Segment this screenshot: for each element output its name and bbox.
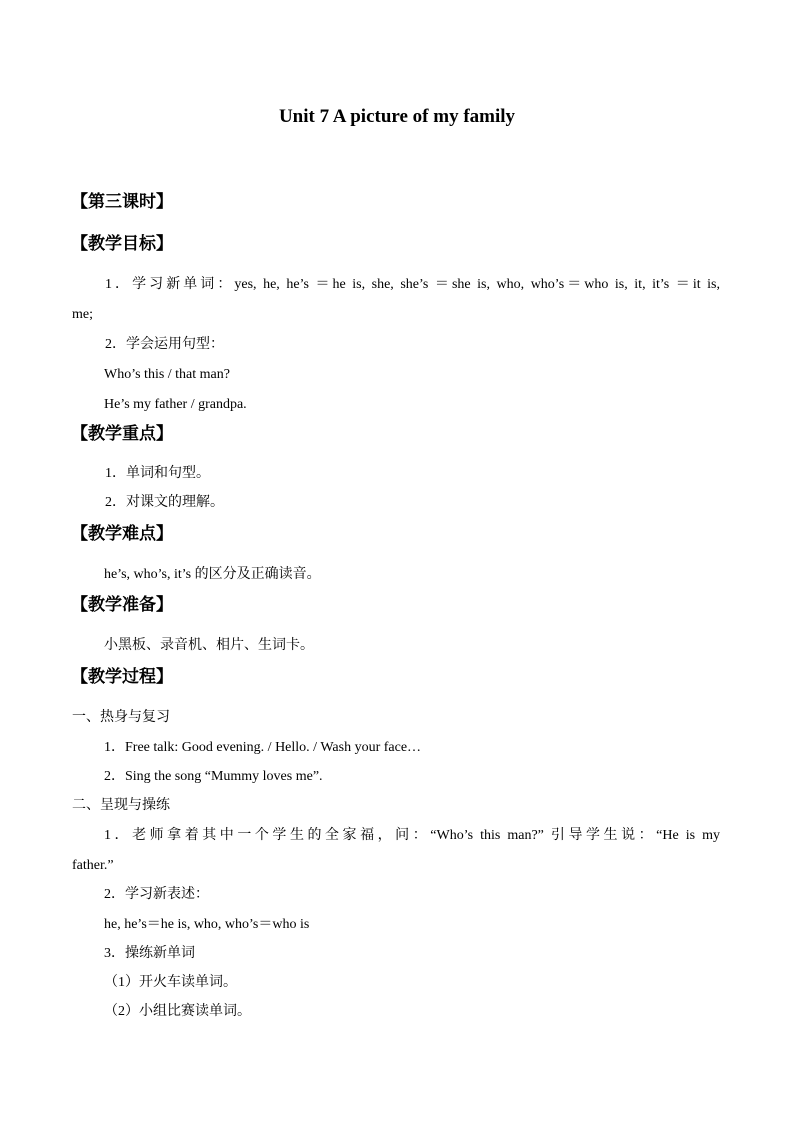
sentence-pattern-1: Who’s this / that man? [104,367,230,382]
process-part-2-item-3-sub-1: （1）开火车读单词。 [104,975,237,990]
process-part-1-item-2: 2．Sing the song “Mummy loves me”. [104,769,323,784]
section-header-lesson: 【第三课时】 [71,192,173,212]
process-part-1: 一、热身与复习 [72,710,170,725]
objective-item-1-continued: me; [72,307,93,322]
preparation-text: 小黑板、录音机、相片、生词卡。 [104,638,314,653]
process-part-2-item-1: 1．老师拿着其中一个学生的全家福，问：“Who’s this man?” 引导学生说：“He is my [104,828,720,843]
process-part-2-item-3-sub-2: （2）小组比赛读单词。 [104,1004,251,1019]
objective-item-1: 1．学习新单词：yes, he, he’s ＝he is, she, she’s ＝she is, who, who’s＝who is, it, it’s ＝it is, [105,277,720,292]
process-part-2-item-2: 2．学习新表述： [104,887,209,902]
key-point-1: 1．单词和句型。 [105,466,210,481]
process-part-2-item-3: 3．操练新单词 [104,946,195,961]
process-part-1-item-1: 1．Free talk: Good evening. / Hello. / Wash your face… [104,740,422,755]
section-header-preparation: 【教学准备】 [71,595,173,615]
process-part-2: 二、呈现与操练 [72,798,170,813]
process-part-2-item-1-continued: father.” [72,858,114,873]
process-part-2-item-2-detail: he, he’s＝he is, who, who’s＝who is [104,917,310,932]
key-point-2: 2．对课文的理解。 [105,495,224,510]
section-header-objectives: 【教学目标】 [71,234,173,254]
section-header-key-points: 【教学重点】 [71,424,173,444]
document-title: Unit 7 A picture of my family [278,106,516,127]
section-header-process: 【教学过程】 [71,667,173,687]
difficulty-text: he’s, who’s, it’s 的区分及正确读音。 [104,567,321,582]
objective-item-2: 2．学会运用句型： [105,337,224,352]
section-header-difficulties: 【教学难点】 [71,524,173,544]
sentence-pattern-2: He’s my father / grandpa. [104,397,247,412]
